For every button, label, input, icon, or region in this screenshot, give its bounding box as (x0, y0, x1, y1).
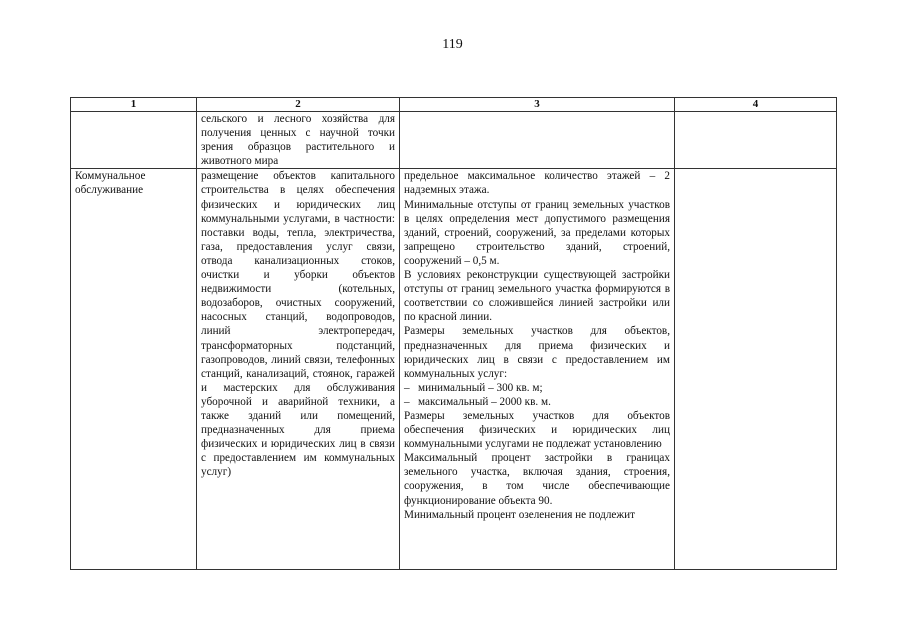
paragraph: предельное максимальное количество этажей – 2 надземных этажа. (404, 170, 670, 197)
list-item (404, 395, 670, 409)
table-cell (71, 112, 197, 169)
table-cell: размещение объектов капитального строительства в целях обеспечения физических и юридических лиц коммунальными услугами, в частности: поставки воды, тепла, электричества, газа, предоставления услуг связи, отвода канализационных стоков, очистки и уборки объектов недвижимости (котельных, водозаборов, очистных сооружений, насосных станций, водопроводов, линий электропередач, трансформаторных подстанций, газопроводов, линий связи, телефонных станций, канализаций, стоянок, гаражей и мастерских для обслуживания уборочной и аварийной техники, а также зданий или помещений, предназначенных для приема физических и юридических лиц в связи с предоставлением им коммунальных услуг) (197, 169, 400, 570)
dash-marker: – (404, 395, 410, 408)
table-row (71, 169, 837, 570)
table-cell (675, 169, 837, 570)
regulations-table (70, 97, 837, 570)
list-item (404, 381, 670, 395)
column-header: 4 (675, 98, 837, 112)
paragraph: Минимальные отступы от границ земельных участков в целях определения мест допустимого размещения зданий, строений, сооружений, за пределами которых запрещено строительство зданий, строений, сооружений – 0,5 м. (404, 198, 670, 267)
table-header-row (71, 98, 837, 112)
page-number: 119 (442, 37, 463, 52)
dash-marker: – (404, 381, 410, 394)
table-row (71, 112, 837, 169)
table-cell (400, 169, 675, 570)
table-cell (400, 112, 675, 169)
paragraph: Размеры земельных участков для объектов, предназначенных для приема физических и юридических лиц в связи с предоставлением им коммунальных услуг: (404, 325, 670, 380)
list-item-text: максимальный – 2000 кв. м. (418, 395, 551, 408)
table-cell: сельского и лесного хозяйства для получения ценных с научной точки зрения образцов растительного и животного мира (197, 112, 400, 169)
paragraph: В условиях реконструкции существующей застройки отступы от границ земельного участка формируются в соответствии со сложившейся линией застройки или по красной линии. (404, 269, 670, 324)
list-item-text: минимальный – 300 кв. м; (418, 381, 543, 394)
table-cell (675, 112, 837, 169)
paragraph: Размеры земельных участков для объектов обеспечения физических и юридических лиц коммунальными услугами не подлежат установлению (404, 409, 670, 451)
paragraph: Максимальный процент застройки в границах земельного участка, включая здания, строения, сооружения, в том числе обеспечивающие функционирование объекта 90. (404, 452, 670, 507)
column-header: 2 (197, 98, 400, 112)
paragraph: Минимальный процент озеленения не подлежит (404, 508, 635, 521)
column-header: 1 (71, 98, 197, 112)
table-cell: Коммунальное обслуживание (71, 169, 197, 570)
column-header: 3 (400, 98, 675, 112)
